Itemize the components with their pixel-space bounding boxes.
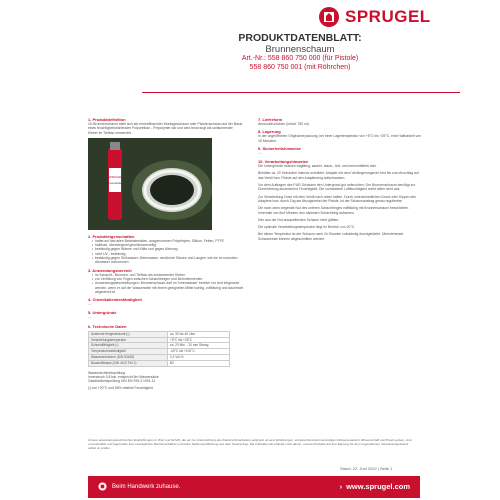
table-cell-key: Temperaturbeständigkeit [89,349,168,355]
footer-bar [88,476,420,498]
instruction-paragraph: Die optimale Verarbeitungstemperatur liegt im Bereich von 20°C. [258,225,356,230]
section-heading: 5. Untergründe [88,310,117,316]
instruction-paragraph: Behälter ca. 20 Sekunden intensiv schütteln. Adapter mit dem Verlängerungsrohr fest bis zum Anschlag auf das Ventil bzw. Pistole auf den Adaptierring aufschrauben. [258,171,419,180]
application-list [88,273,243,294]
property-list [88,239,243,265]
section-text: In der ungeöffneten Originalverpackung, bei einer Lagertemperatur von +5°C bis +25°C, eine Haltbarkeit von 18 Monaten. [258,134,422,143]
footnote: (¹) bei +20°C und 55% relative Feuchtigkeit [88,386,153,391]
left-column [88,117,243,391]
product-illustration [88,138,212,230]
product-photo [88,138,212,230]
arrow-right-icon: › [339,482,343,491]
doc-heading: PRODUKTDATENBLATT: [238,32,362,44]
section-heading: 9. Sicherheitshinweise [258,145,301,151]
table-cell-value: B2 [168,360,230,366]
section-heading: 1. Produktdefinition [88,117,126,122]
title-divider [142,92,460,93]
table-cell-key: Ausbeute freigeschäumt (¹) [89,331,168,337]
table-cell-value: ca. 30 bis 40 Liter [168,331,230,337]
footer-url-group [340,482,410,491]
section-text: 1K-Brunnenschaum stellt sich als ermetrilhaender Montageschaum oder Pistolenschaum auf der Basis eines feuchtigkeitshärtenden Polyurethan - Prepolymer dar und wird bevorzugt als schäumender Kleber im Tiefbau verwendet. [88,122,243,135]
list-item: • zur Verfüllung von Fugen zwischen Schachtringen und Betonelementen [92,277,243,281]
instruction-paragraph: Die nach oben zeigende Nut des unteren Schachtringes vollflächig mit Brunnenschaum beschichten. Innerhalb von fünf Minuten den nächsten Schachtring aufsetzen. [258,206,409,215]
section-heading: 3. Anwendungsbereich [88,267,132,273]
table-cell-key: Verarbeitungstemperatur [89,337,168,343]
instruction-paragraph: Vor dem Auftragen des PUR-Schaums den Untergrund gut anfeuchten; Der Brunnenschaum benötigt zur Durchhärtung ausreichend Feuchtigkeit. Die vorhandene Luftfeuchtigkeit reicht allein nicht aus. [258,183,416,192]
instruction-paragraph: Die Untergründe müssen tragfähig, sauber, staub-, fett- und trennmittelfrei sein. [258,164,378,169]
instruction-paragraph: Bei dieser Temperatur ist der Schaum nach 2h Stunden vollständig durchgehärtet. Überstehende Schaumreste können abgeschnitten werden. [258,232,404,241]
instruction-paragraph: Zur Verarbeitung Dose mit dem Ventil nach unten halten. Durch unterschiedlichen Druck oder Kippen des Adapters bzw. durch Zug am Abzugshebel der Pistole, ist der Schaumaustrag genau regulierbar. [258,194,416,203]
test-value: Gasdichtheitsprüfung DIN EN 295-3 1991-11 [88,379,156,384]
article-number-1: Art.-Nr.: 558 860 750 000 (für Pistole) [241,55,359,62]
table-cell-value: 0,3 Vol.% [168,354,230,360]
list-item: • beständig gegen Süßwasser, Meerwasser, verdünnte Säuren und Laugen, wie sie im normalen Abwasser vorkommen [92,256,243,265]
document-date: Stand: 22. Juni 2022 | Seite 1 [340,466,393,471]
test-label: Wasserdichtheitsprüfung [88,370,126,375]
section-heading: 4. Chemikalienbeständigkeit [88,297,142,303]
list-item: • beständig gegen Wärme und Kälte und gegen Alterung [92,247,243,251]
table-cell-key: Baustoffklasse (DIN 4102 Teil 1) [89,360,168,366]
article-number-2: 558 860 750 001 (mit Röhrchen) [249,63,351,71]
document-title [150,32,450,72]
brand-name: SPRUGEL [345,7,431,26]
section-text: — [88,302,92,307]
table-row [89,360,230,366]
section-text: — [258,150,262,155]
list-item: • haftet auf fast allen Baumaterialien, ausgenommen Polyethylen, Silikon, Fetten, PTFE [92,239,243,243]
section-text: Aerosoldruckdose (Inhalt: 750 ml) [258,122,309,126]
table-cell-key: Wasseraufnahme (DIN 53428) [89,354,168,360]
footer-slogan-group [98,482,180,491]
product-name: Brunnenschaum [265,44,335,55]
section-text: — [88,315,92,320]
section-heading: 10. Verarbeitungshinweise [258,159,309,165]
brand-logo [318,6,431,28]
list-item: • Anwendungsbeschreibungen: Brunnenschaum darf im 'Innenwasser' bereich nur dort eingesetzt werden, wenn er auf der Wasserseite mit einem geeigneten Mittel sichtig, vollflächig und dauerhaft abgedeckt ist [92,281,243,294]
can-sublabel: Brunnenschaum [106,181,124,185]
disclaimer-note: Unsere anwendungstechnischen Empfehlungen in Wort und Schrift, die wir zur Unterstützung des Käufers/Verarbeiters aufgrund unserer Erfahrungen, entsprechend dem derzeitigen Wissensstand in Wissenschaft und Praxis geben, sind unverbindlich und begründen kein vertragliches Rechtsverhältnis und keine Nebenverpflichtung aus dem Kaufvertrag. Sie entbinden den Käufer nicht davon, unsere Produkte auf ihre Eignung für den vorgesehenen Verwendungszweck selbst zu prüfen. [88,438,412,450]
can-label: SPRUGEL [107,174,123,179]
section-heading: 2. Produkteigenschaften [88,233,135,239]
instruction-paragraph: Den aus der Nut ausquellenden Schaum nicht glätten. [258,217,340,222]
table-cell-key: Schneidfähigkeit (¹) [89,343,168,349]
test-value: Innendruck 0,5 bar, entspricht 5m Wassersäule [88,374,159,379]
table-cell-value: -40°C bis +100°C [168,349,230,355]
section-heading: 7. Lieferform [258,117,283,122]
section-heading: 6. Technische Daten [88,323,127,329]
technical-data-table [88,331,230,367]
list-item: • nicht UV - beständig [92,252,243,256]
sprugel-logo-icon [318,6,340,28]
right-column [258,117,423,244]
table-cell-value: +5°C bis +35°C [168,337,230,343]
footer-slogan: Beim Handwerk zuhause. [112,483,181,490]
sprugel-small-logo-icon [98,482,107,491]
list-item: • halbhart, überwiegend geschlossenzellig [92,243,243,247]
table-cell-value: ca. 20 Min. - 20 mm Strang [168,343,230,349]
website-link[interactable]: www.sprugel.com [346,482,410,491]
section-heading: 8. Lagerung [258,129,281,135]
list-item: • im Schacht-, Brunnen- und Tiefbau als schäumender Kleber [92,273,243,277]
